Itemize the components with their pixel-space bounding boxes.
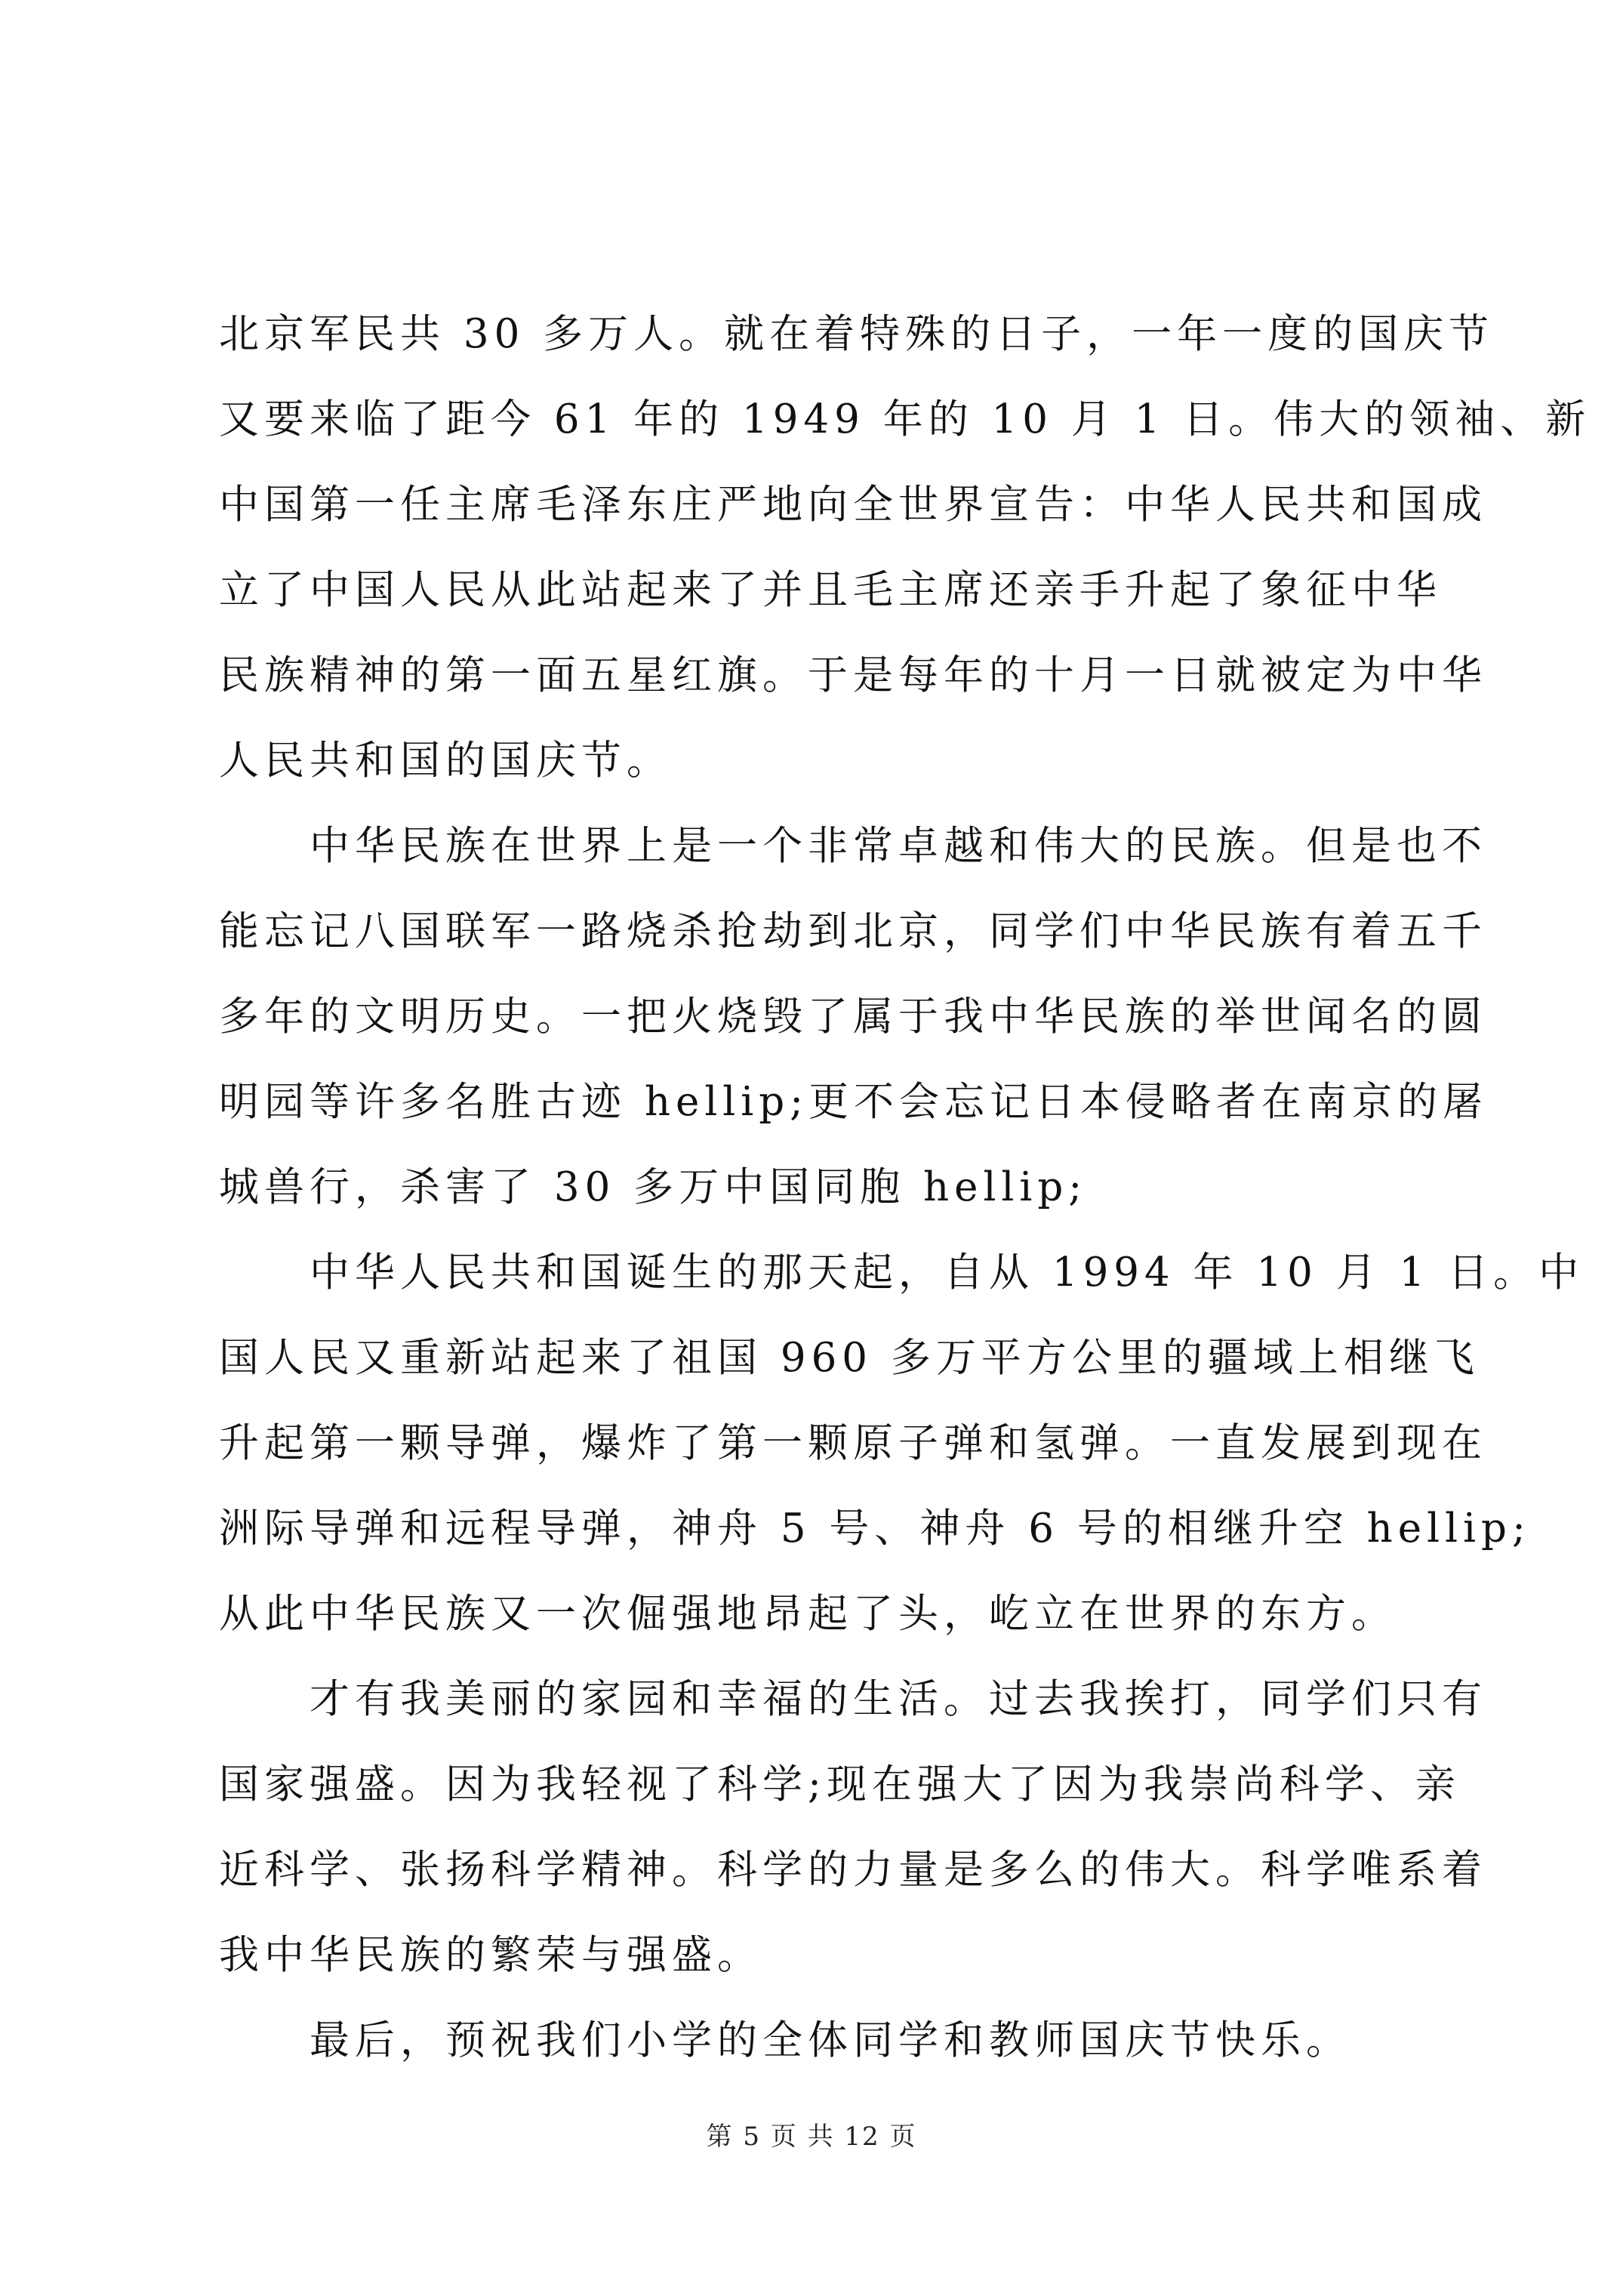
text-line: 国人民又重新站起来了祖国 960 多万平方公里的疆域上相继飞 [219, 1335, 1480, 1381]
text-line: 北京军民共 30 多万人。就在着特殊的日子，一年一度的国庆节 [219, 311, 1495, 357]
text-line: 中国第一任主席毛泽东庄严地向全世界宣告：中华人民共和国成 [219, 482, 1487, 528]
text-line: 明园等许多名胜古迹 hellip;更不会忘记日本侵略者在南京的屠 [219, 1079, 1488, 1125]
text-line: 升起第一颗导弹，爆炸了第一颗原子弹和氢弹。一直发展到现在 [219, 1420, 1487, 1466]
text-line: 洲际导弹和远程导弹，神舟 5 号、神舟 6 号的相继升空 hellip; [219, 1505, 1531, 1552]
text-line: 人民共和国的国庆节。 [219, 738, 672, 784]
text-line: 才有我美丽的家园和幸福的生活。过去我挨打，同学们只有 [219, 1676, 1487, 1722]
text-line: 能忘记八国联军一路烧杀抢劫到北京，同学们中华民族有着五千 [219, 908, 1487, 954]
text-line: 又要来临了距今 61 年的 1949 年的 10 月 1 日。伟大的领袖、新 [219, 396, 1591, 442]
text-line: 中华民族在世界上是一个非常卓越和伟大的民族。但是也不 [219, 823, 1487, 869]
text-line: 国家强盛。因为我轻视了科学;现在强大了因为我崇尚科学、亲 [219, 1761, 1461, 1808]
text-line: 最后，预祝我们小学的全体同学和教师国庆节快乐。 [219, 2017, 1351, 2063]
text-line: 民族精神的第一面五星红旗。于是每年的十月一日就被定为中华 [219, 652, 1487, 698]
text-line: 中华人民共和国诞生的那天起，自从 1994 年 10 月 1 日。中 [219, 1250, 1585, 1296]
document-body [219, 291, 1591, 2083]
text-line: 从此中华民族又一次倔强地昂起了头，屹立在世界的东方。 [219, 1591, 1397, 1637]
text-line: 多年的文明历史。一把火烧毁了属于我中华民族的举世闻名的圆 [219, 994, 1487, 1040]
page-number-footer: 第 5 页 共 12 页 [706, 2122, 917, 2152]
text-line: 我中华民族的繁荣与强盛。 [219, 1932, 762, 1978]
text-line: 近科学、张扬科学精神。科学的力量是多么的伟大。科学唯系着 [219, 1847, 1487, 1893]
text-line: 城兽行，杀害了 30 多万中国同胞 hellip; [219, 1164, 1088, 1210]
text-line: 立了中国人民从此站起来了并且毛主席还亲手升起了象征中华 [219, 567, 1442, 613]
